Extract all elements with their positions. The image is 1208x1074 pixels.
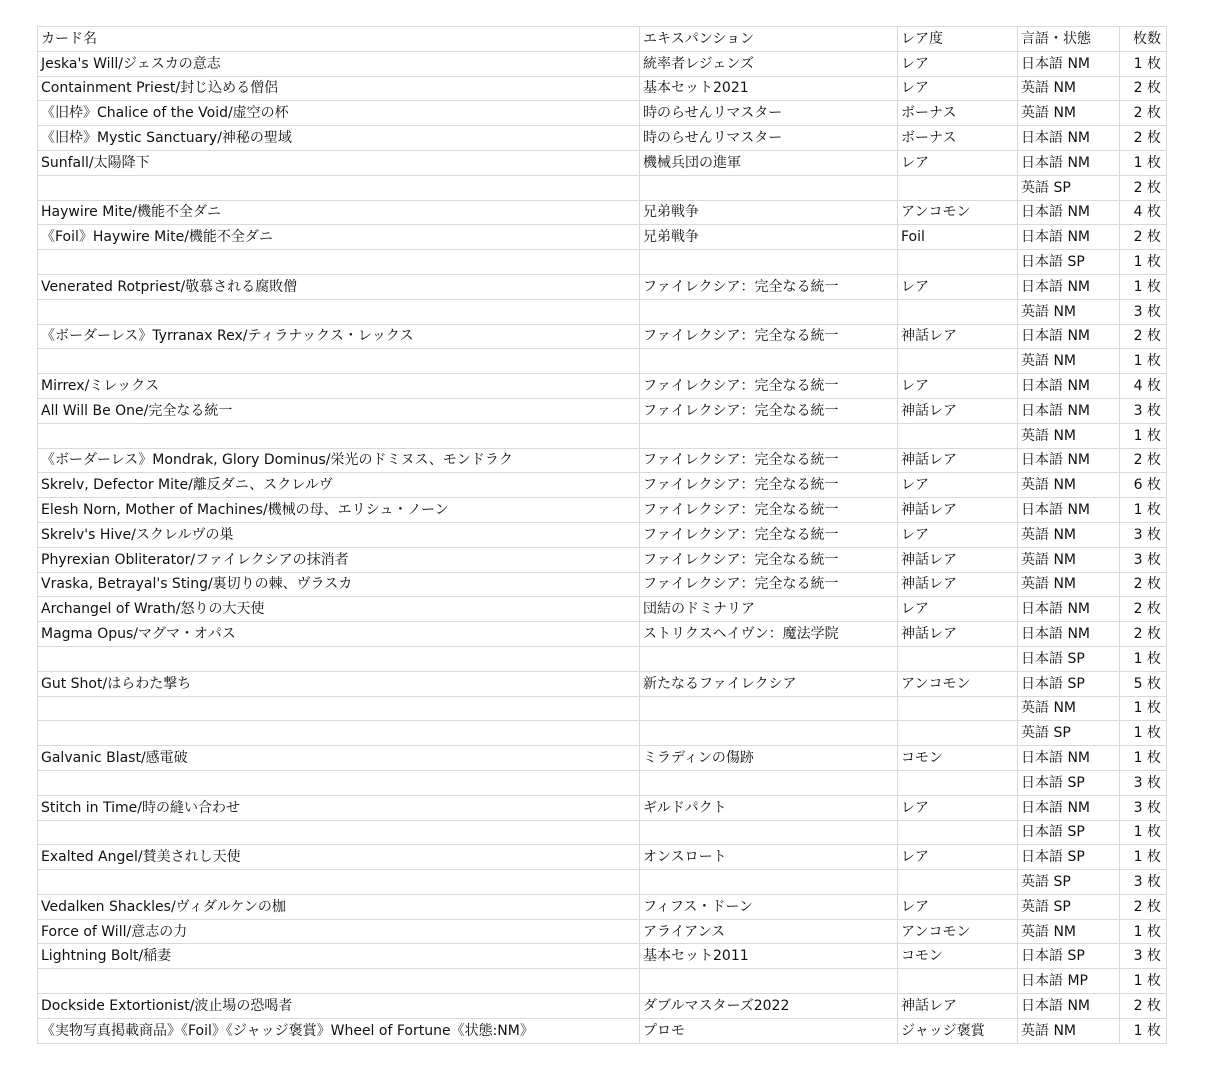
table-row	[38, 349, 1167, 374]
cell-expansion: 兄弟戦争	[640, 225, 898, 250]
cell-expansion	[640, 250, 898, 275]
cell-language-condition: 日本語 NM	[1018, 200, 1120, 225]
cell-language-condition: 日本語 NM	[1018, 374, 1120, 399]
table-row	[38, 225, 1167, 250]
cell-expansion: ダブルマスターズ2022	[640, 994, 898, 1019]
cell-language-condition: 日本語 NM	[1018, 51, 1120, 76]
cell-language-condition: 日本語 SP	[1018, 820, 1120, 845]
table-row	[38, 498, 1167, 523]
cell-language-condition: 日本語 SP	[1018, 646, 1120, 671]
cell-rarity: レア	[898, 597, 1018, 622]
cell-expansion: 機械兵団の進軍	[640, 150, 898, 175]
cell-language-condition: 英語 NM	[1018, 299, 1120, 324]
cell-card-name	[38, 646, 640, 671]
table-row	[38, 696, 1167, 721]
header-expansion: エキスパンション	[640, 27, 898, 52]
table-row	[38, 150, 1167, 175]
cell-language-condition: 日本語 SP	[1018, 770, 1120, 795]
cell-expansion: ギルドパクト	[640, 795, 898, 820]
header-card-name: カード名	[38, 27, 640, 52]
table-row	[38, 200, 1167, 225]
cell-card-name: 《実物写真掲載商品》《Foil》《ジャッジ褒賞》Wheel of Fortune《状態:NM》	[38, 1018, 640, 1043]
cell-expansion	[640, 721, 898, 746]
cell-expansion: アライアンス	[640, 919, 898, 944]
cell-card-name: Mirrex/ミレックス	[38, 374, 640, 399]
cell-card-name: 《旧枠》Chalice of the Void/虚空の杯	[38, 101, 640, 126]
cell-rarity: アンコモン	[898, 671, 1018, 696]
cell-language-condition: 日本語 NM	[1018, 150, 1120, 175]
table-row	[38, 646, 1167, 671]
header-quantity: 枚数	[1120, 27, 1167, 52]
cell-language-condition: 日本語 NM	[1018, 994, 1120, 1019]
table-row	[38, 175, 1167, 200]
cell-language-condition: 英語 NM	[1018, 522, 1120, 547]
cell-quantity: 4 枚	[1120, 200, 1167, 225]
cell-quantity: 3 枚	[1120, 795, 1167, 820]
cell-card-name: Vraska, Betrayal's Sting/裏切りの棘、ヴラスカ	[38, 572, 640, 597]
cell-rarity	[898, 969, 1018, 994]
cell-rarity	[898, 175, 1018, 200]
cell-card-name: Stitch in Time/時の縫い合わせ	[38, 795, 640, 820]
cell-card-name: 《ボーダーレス》Tyrranax Rex/ティラナックス・レックス	[38, 324, 640, 349]
cell-quantity: 3 枚	[1120, 870, 1167, 895]
cell-card-name: 《ボーダーレス》Mondrak, Glory Dominus/栄光のドミヌス、モンドラク	[38, 448, 640, 473]
cell-rarity: レア	[898, 150, 1018, 175]
table-row	[38, 969, 1167, 994]
cell-card-name	[38, 696, 640, 721]
header-rarity: レア度	[898, 27, 1018, 52]
cell-quantity: 3 枚	[1120, 522, 1167, 547]
cell-card-name: Jeska's Will/ジェスカの意志	[38, 51, 640, 76]
cell-quantity: 1 枚	[1120, 646, 1167, 671]
cell-quantity: 1 枚	[1120, 150, 1167, 175]
cell-expansion: 基本セット2011	[640, 944, 898, 969]
cell-quantity: 1 枚	[1120, 746, 1167, 771]
cell-language-condition: 英語 NM	[1018, 696, 1120, 721]
cell-quantity: 3 枚	[1120, 547, 1167, 572]
cell-quantity: 2 枚	[1120, 994, 1167, 1019]
cell-quantity: 1 枚	[1120, 1018, 1167, 1043]
cell-language-condition: 日本語 SP	[1018, 845, 1120, 870]
cell-expansion: ファイレクシア：完全なる統一	[640, 274, 898, 299]
table-row	[38, 919, 1167, 944]
cell-quantity: 6 枚	[1120, 473, 1167, 498]
table-row	[38, 746, 1167, 771]
cell-rarity: 神話レア	[898, 994, 1018, 1019]
cell-card-name: Galvanic Blast/感電破	[38, 746, 640, 771]
cell-quantity: 1 枚	[1120, 349, 1167, 374]
cell-quantity: 2 枚	[1120, 76, 1167, 101]
table-row	[38, 1018, 1167, 1043]
cell-language-condition: 英語 NM	[1018, 349, 1120, 374]
cell-card-name: Skrelv's Hive/スクレルヴの巣	[38, 522, 640, 547]
cell-quantity: 1 枚	[1120, 696, 1167, 721]
cell-card-name: Haywire Mite/機能不全ダニ	[38, 200, 640, 225]
table-row	[38, 448, 1167, 473]
cell-rarity: レア	[898, 522, 1018, 547]
cell-quantity: 1 枚	[1120, 250, 1167, 275]
cell-expansion: 新たなるファイレクシア	[640, 671, 898, 696]
table-row	[38, 795, 1167, 820]
table-row	[38, 398, 1167, 423]
cell-quantity: 1 枚	[1120, 919, 1167, 944]
table-row	[38, 597, 1167, 622]
cell-language-condition: 日本語 MP	[1018, 969, 1120, 994]
cell-expansion: 兄弟戦争	[640, 200, 898, 225]
cell-quantity: 1 枚	[1120, 845, 1167, 870]
cell-card-name: Elesh Norn, Mother of Machines/機械の母、エリシュ・ノーン	[38, 498, 640, 523]
cell-quantity: 3 枚	[1120, 299, 1167, 324]
table-row	[38, 76, 1167, 101]
cell-card-name: Force of Will/意志の力	[38, 919, 640, 944]
cell-language-condition: 日本語 NM	[1018, 324, 1120, 349]
table-row	[38, 274, 1167, 299]
table-row	[38, 721, 1167, 746]
cell-card-name: Lightning Bolt/稲妻	[38, 944, 640, 969]
cell-expansion: 時のらせんリマスター	[640, 126, 898, 151]
cell-quantity: 1 枚	[1120, 51, 1167, 76]
cell-card-name	[38, 349, 640, 374]
cell-expansion	[640, 969, 898, 994]
table-row	[38, 547, 1167, 572]
cell-quantity: 1 枚	[1120, 423, 1167, 448]
cell-expansion: ファイレクシア：完全なる統一	[640, 572, 898, 597]
cell-card-name: Sunfall/太陽降下	[38, 150, 640, 175]
cell-rarity	[898, 349, 1018, 374]
cell-quantity: 2 枚	[1120, 448, 1167, 473]
cell-quantity: 1 枚	[1120, 498, 1167, 523]
cell-rarity: ボーナス	[898, 126, 1018, 151]
cell-expansion: ファイレクシア：完全なる統一	[640, 448, 898, 473]
cell-quantity: 5 枚	[1120, 671, 1167, 696]
header-row	[38, 27, 1167, 52]
cell-rarity	[898, 250, 1018, 275]
cell-expansion: ファイレクシア：完全なる統一	[640, 374, 898, 399]
cell-quantity: 3 枚	[1120, 944, 1167, 969]
cell-rarity	[898, 646, 1018, 671]
cell-card-name: 《Foil》Haywire Mite/機能不全ダニ	[38, 225, 640, 250]
cell-expansion: プロモ	[640, 1018, 898, 1043]
cell-rarity	[898, 770, 1018, 795]
cell-language-condition: 英語 NM	[1018, 547, 1120, 572]
table-row	[38, 324, 1167, 349]
cell-language-condition: 日本語 NM	[1018, 126, 1120, 151]
cell-rarity: Foil	[898, 225, 1018, 250]
cell-rarity: ジャッジ褒賞	[898, 1018, 1018, 1043]
cell-rarity: 神話レア	[898, 398, 1018, 423]
table-row	[38, 522, 1167, 547]
cell-expansion	[640, 770, 898, 795]
cell-language-condition: 日本語 NM	[1018, 225, 1120, 250]
cell-quantity: 1 枚	[1120, 820, 1167, 845]
cell-quantity: 3 枚	[1120, 770, 1167, 795]
cell-expansion	[640, 696, 898, 721]
cell-rarity: レア	[898, 894, 1018, 919]
cell-expansion: 時のらせんリマスター	[640, 101, 898, 126]
cell-expansion: 統率者レジェンズ	[640, 51, 898, 76]
cell-card-name	[38, 250, 640, 275]
cell-rarity: 神話レア	[898, 324, 1018, 349]
cell-card-name: Skrelv, Defector Mite/離反ダニ、スクレルヴ	[38, 473, 640, 498]
table-row	[38, 944, 1167, 969]
cell-quantity: 2 枚	[1120, 622, 1167, 647]
table-row	[38, 126, 1167, 151]
cell-card-name: Containment Priest/封じ込める僧侶	[38, 76, 640, 101]
cell-quantity: 2 枚	[1120, 894, 1167, 919]
cell-card-name	[38, 870, 640, 895]
cell-language-condition: 日本語 SP	[1018, 944, 1120, 969]
table-row	[38, 423, 1167, 448]
cell-language-condition: 英語 NM	[1018, 423, 1120, 448]
cell-quantity: 1 枚	[1120, 274, 1167, 299]
cell-card-name: 《旧枠》Mystic Sanctuary/神秘の聖域	[38, 126, 640, 151]
table-row	[38, 572, 1167, 597]
cell-quantity: 3 枚	[1120, 398, 1167, 423]
cell-language-condition: 日本語 NM	[1018, 746, 1120, 771]
cell-expansion	[640, 423, 898, 448]
cell-rarity	[898, 820, 1018, 845]
table-row	[38, 894, 1167, 919]
cell-card-name: Archangel of Wrath/怒りの大天使	[38, 597, 640, 622]
cell-language-condition: 英語 NM	[1018, 919, 1120, 944]
cell-card-name	[38, 423, 640, 448]
cell-language-condition: 日本語 NM	[1018, 622, 1120, 647]
table-row	[38, 51, 1167, 76]
cell-quantity: 2 枚	[1120, 175, 1167, 200]
cell-rarity	[898, 696, 1018, 721]
cell-quantity: 2 枚	[1120, 225, 1167, 250]
cell-card-name	[38, 770, 640, 795]
cell-language-condition: 英語 NM	[1018, 572, 1120, 597]
cell-expansion	[640, 349, 898, 374]
table-row	[38, 770, 1167, 795]
cell-language-condition: 日本語 NM	[1018, 498, 1120, 523]
cell-expansion	[640, 299, 898, 324]
cell-expansion: ファイレクシア：完全なる統一	[640, 473, 898, 498]
cell-quantity: 4 枚	[1120, 374, 1167, 399]
cell-card-name: Exalted Angel/賛美されし天使	[38, 845, 640, 870]
cell-expansion: ファイレクシア：完全なる統一	[640, 498, 898, 523]
cell-expansion: ファイレクシア：完全なる統一	[640, 547, 898, 572]
cell-quantity: 2 枚	[1120, 101, 1167, 126]
cell-language-condition: 英語 NM	[1018, 101, 1120, 126]
cell-rarity: 神話レア	[898, 498, 1018, 523]
cell-quantity: 2 枚	[1120, 126, 1167, 151]
cell-expansion: ファイレクシア：完全なる統一	[640, 522, 898, 547]
cell-card-name	[38, 721, 640, 746]
cell-rarity: 神話レア	[898, 622, 1018, 647]
cell-card-name: All Will Be One/完全なる統一	[38, 398, 640, 423]
cell-language-condition: 日本語 NM	[1018, 398, 1120, 423]
cell-language-condition: 日本語 NM	[1018, 597, 1120, 622]
cell-rarity	[898, 721, 1018, 746]
cell-language-condition: 日本語 SP	[1018, 671, 1120, 696]
cell-language-condition: 英語 SP	[1018, 175, 1120, 200]
table-row	[38, 820, 1167, 845]
cell-rarity: アンコモン	[898, 919, 1018, 944]
cell-rarity: 神話レア	[898, 547, 1018, 572]
cell-rarity: レア	[898, 51, 1018, 76]
cell-language-condition: 英語 SP	[1018, 870, 1120, 895]
cell-expansion	[640, 870, 898, 895]
cell-expansion: ファイレクシア：完全なる統一	[640, 398, 898, 423]
table-row	[38, 622, 1167, 647]
cell-expansion: ミラディンの傷跡	[640, 746, 898, 771]
cell-quantity: 2 枚	[1120, 572, 1167, 597]
cell-language-condition: 英語 SP	[1018, 721, 1120, 746]
cell-language-condition: 日本語 NM	[1018, 448, 1120, 473]
cell-card-name: Gut Shot/はらわた撃ち	[38, 671, 640, 696]
cell-quantity: 1 枚	[1120, 721, 1167, 746]
cell-rarity: アンコモン	[898, 200, 1018, 225]
cell-language-condition: 英語 NM	[1018, 1018, 1120, 1043]
cell-rarity: ボーナス	[898, 101, 1018, 126]
cell-quantity: 2 枚	[1120, 597, 1167, 622]
table-row	[38, 374, 1167, 399]
cell-card-name: Vedalken Shackles/ヴィダルケンの枷	[38, 894, 640, 919]
cell-quantity: 2 枚	[1120, 324, 1167, 349]
cell-card-name: Dockside Extortionist/波止場の恐喝者	[38, 994, 640, 1019]
cell-card-name: Phyrexian Obliterator/ファイレクシアの抹消者	[38, 547, 640, 572]
cell-language-condition: 英語 NM	[1018, 473, 1120, 498]
cell-rarity: 神話レア	[898, 448, 1018, 473]
cell-expansion: フィフス・ドーン	[640, 894, 898, 919]
cell-card-name	[38, 175, 640, 200]
table-row	[38, 101, 1167, 126]
table-row	[38, 994, 1167, 1019]
table-row	[38, 250, 1167, 275]
cell-rarity: レア	[898, 76, 1018, 101]
header-language-condition: 言語・状態	[1018, 27, 1120, 52]
cell-rarity	[898, 423, 1018, 448]
cell-expansion	[640, 646, 898, 671]
cell-language-condition: 日本語 SP	[1018, 250, 1120, 275]
cell-language-condition: 英語 NM	[1018, 76, 1120, 101]
cell-language-condition: 日本語 NM	[1018, 795, 1120, 820]
cell-expansion: オンスロート	[640, 845, 898, 870]
cell-expansion: 基本セット2021	[640, 76, 898, 101]
table-row	[38, 473, 1167, 498]
cell-rarity	[898, 299, 1018, 324]
cell-rarity	[898, 870, 1018, 895]
cell-rarity: コモン	[898, 944, 1018, 969]
cell-quantity: 1 枚	[1120, 969, 1167, 994]
cell-language-condition: 英語 SP	[1018, 894, 1120, 919]
cell-card-name: Magma Opus/マグマ・オパス	[38, 622, 640, 647]
cell-rarity: レア	[898, 274, 1018, 299]
cell-card-name	[38, 299, 640, 324]
cell-card-name: Venerated Rotpriest/敬慕される腐敗僧	[38, 274, 640, 299]
cell-rarity: レア	[898, 845, 1018, 870]
cell-rarity: 神話レア	[898, 572, 1018, 597]
cell-rarity: レア	[898, 473, 1018, 498]
cell-rarity: コモン	[898, 746, 1018, 771]
cell-expansion	[640, 820, 898, 845]
cell-card-name	[38, 969, 640, 994]
cell-expansion: ストリクスヘイヴン：魔法学院	[640, 622, 898, 647]
cell-expansion: 団結のドミナリア	[640, 597, 898, 622]
cell-expansion: ファイレクシア：完全なる統一	[640, 324, 898, 349]
inventory-table	[37, 26, 1167, 1044]
cell-card-name	[38, 820, 640, 845]
cell-expansion	[640, 175, 898, 200]
table-row	[38, 299, 1167, 324]
table-row	[38, 671, 1167, 696]
cell-rarity: レア	[898, 374, 1018, 399]
cell-rarity: レア	[898, 795, 1018, 820]
table-row	[38, 870, 1167, 895]
table-row	[38, 845, 1167, 870]
cell-language-condition: 日本語 NM	[1018, 274, 1120, 299]
